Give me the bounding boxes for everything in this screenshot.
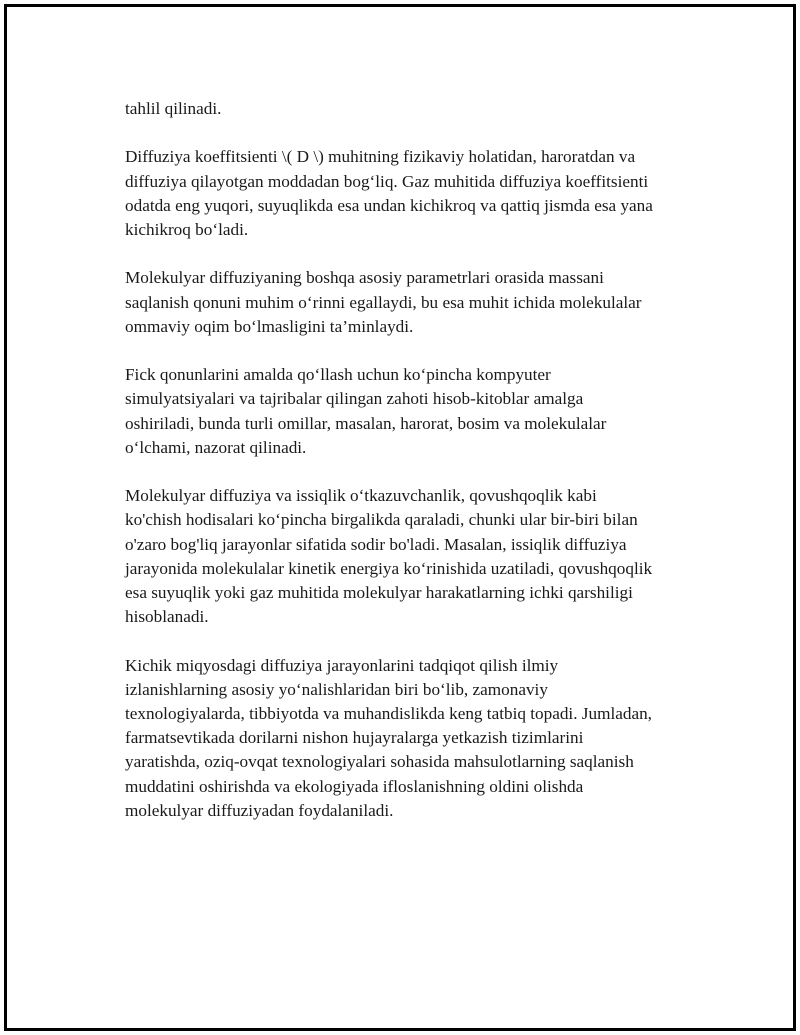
paragraph-applications <box>125 654 705 823</box>
text-line: izlanishlarning asosiy yo‘nalishlaridan biri bo‘lib, zamonaviy <box>125 679 548 699</box>
paragraph-diffusion-coefficient <box>125 145 705 242</box>
text-line: farmatsevtikada dorilarni nishon hujayralarga yetkazish tizimlarini <box>125 728 584 748</box>
text-line: oshiriladi, bunda turli omillar, masalan, harorat, bosim va molekulalar <box>125 413 607 433</box>
text-line: yaratishda, oziq-ovqat texnologiyalari sohasida mahsulotlarning saqlanish <box>125 752 634 772</box>
text-line: o'zaro bog'liq jarayonlar sifatida sodir bo'ladi. Masalan, issiqlik diffuziya <box>125 534 627 554</box>
text-line: Molekulyar diffuziya va issiqlik o‘tkazuvchanlik, qovushqoqlik kabi <box>125 486 597 506</box>
paragraph-transport-phenomena <box>125 484 705 629</box>
page-border <box>4 4 796 1031</box>
text-line: ommaviy oqim bo‘lmasligini ta’minlaydi. <box>125 316 414 336</box>
paragraph-continuation <box>125 97 705 121</box>
text-line: texnologiyalarda, tibbiyotda va muhandislikda keng tatbiq topadi. Jumladan, <box>125 704 652 723</box>
text-line: saqlanish qonuni muhim o‘rinni egallaydi, bu esa muhit ichida molekulalar <box>125 292 642 312</box>
text-line: Kichik miqyosdagi diffuziya jarayonlarini tadqiqot qilish ilmiy <box>125 655 559 675</box>
text-line: diffuziya qilayotgan moddadan bog‘liq. Gaz muhitida diffuziya koeffitsienti <box>125 171 649 191</box>
text-line: o‘lchami, nazorat qilinadi. <box>125 437 307 457</box>
text-line: tahlil qilinadi. <box>125 99 222 118</box>
text-line: muddatini oshirishda va ekologiyada ifloslanishning oldini olishda <box>125 776 584 796</box>
text-line: ko'chish hodisalari ko‘pincha birgalikda qaraladi, chunki ular bir-biri bilan <box>125 510 638 530</box>
document-body <box>125 97 705 847</box>
text-line: esa suyuqlik yoki gaz muhitida molekulyar harakatlarning ichki qarshiligi <box>125 583 633 602</box>
text-line: Molekulyar diffuziyaning boshqa asosiy parametrlari orasida massani <box>125 268 604 288</box>
text-line: jarayonida molekulalar kinetik energiya ko‘rinishida uzatiladi, qovushqoqlik <box>125 558 653 578</box>
text-line: hisoblanadi. <box>125 607 209 627</box>
paragraph-fick-laws <box>125 363 705 460</box>
text-line: simulyatsiyalari va tajribalar qilingan zahoti hisob-kitoblar amalga <box>125 389 584 409</box>
text-line: Diffuziya koeffitsienti \( D \) muhitning fizikaviy holatidan, haroratdan va <box>125 147 636 167</box>
text-line: odatda eng yuqori, suyuqlikda esa undan kichikroq va qattiq jismda esa yana <box>125 195 653 215</box>
text-line: molekulyar diffuziyadan foydalaniladi. <box>125 800 394 820</box>
paragraph-mass-conservation <box>125 266 705 339</box>
text-line: Fick qonunlarini amalda qo‘llash uchun ko‘pincha kompyuter <box>125 365 551 385</box>
text-line: kichikroq bo‘ladi. <box>125 220 249 239</box>
